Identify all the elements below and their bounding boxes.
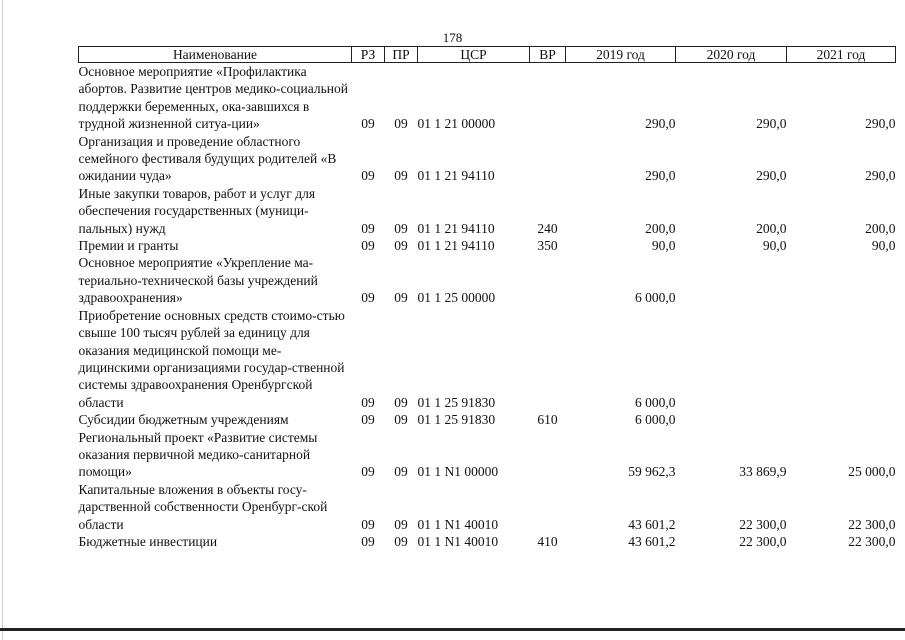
row-2020: [676, 411, 787, 428]
row-rz: 09: [361, 238, 375, 254]
row-csr: 01 1 21 94110: [417, 220, 495, 236]
row-2021: 22 300,0: [848, 533, 896, 549]
row-vr: 350: [537, 238, 558, 254]
row-2019: 90,0: [651, 238, 676, 254]
row-2020: 22 300,0: [739, 533, 787, 549]
header-2021: 2021 год: [787, 47, 896, 63]
row-csr: 01 1 N1 00000: [417, 464, 499, 480]
table-row: [79, 133, 896, 185]
row-2019: 290,0: [645, 168, 676, 184]
header-name: Наименование: [79, 47, 352, 63]
row-pr: 09: [394, 516, 408, 532]
row-2019: 290,0: [645, 116, 676, 132]
row-name: Региональный проект «Развитие системы оказания первичной медико-санитарной помощи»: [78, 429, 318, 480]
row-rz: 09: [361, 516, 375, 532]
header-2019: 2019 год: [566, 47, 676, 63]
row-2021: [787, 254, 896, 306]
row-vr: [530, 63, 566, 133]
row-2020: [676, 307, 787, 411]
row-name: Премии и гранты: [78, 238, 179, 254]
page-number: 178: [442, 30, 463, 45]
scan-edge: [2, 0, 3, 640]
row-rz: 09: [361, 168, 375, 184]
row-csr: 01 1 25 91830: [417, 394, 496, 410]
row-name: Основное мероприятие «Укрепление ма-териально-технической базы учреждений здравоохранения»: [78, 255, 318, 306]
row-name: Организация и проведение областного семейного фестиваля будущих родителей «В ожидании чуда»: [78, 133, 337, 184]
row-name: Бюджетные инвестиции: [78, 533, 218, 549]
row-rz: 09: [361, 464, 375, 480]
row-2020: 90,0: [762, 238, 787, 254]
table-row: [79, 254, 896, 306]
table-row: [79, 185, 896, 237]
row-vr: 240: [537, 220, 558, 236]
row-2020: 200,0: [756, 220, 787, 236]
row-2020: [676, 254, 787, 306]
header-2020: 2020 год: [676, 47, 787, 63]
row-vr: [530, 254, 566, 306]
row-2019: 43 601,2: [628, 533, 676, 549]
row-pr: 09: [394, 412, 408, 428]
row-2019: 43 601,2: [628, 516, 676, 532]
table-row: [79, 481, 896, 533]
row-name: Иные закупки товаров, работ и услуг для обеспечения государственных (муници-пальных) нужд: [78, 185, 316, 236]
table-row: [79, 411, 896, 428]
row-rz: 09: [361, 116, 375, 132]
row-2019: 200,0: [645, 220, 676, 236]
row-rz: 09: [361, 394, 375, 410]
row-2021: 200,0: [865, 220, 896, 236]
row-vr: [530, 133, 566, 185]
row-csr: 01 1 21 94110: [417, 238, 495, 254]
row-2019: 6 000,0: [635, 394, 676, 410]
row-pr: 09: [394, 116, 408, 132]
row-rz: 09: [361, 412, 375, 428]
row-name: Капитальные вложения в объекты госу-дарственной собственности Оренбург-ской области: [78, 481, 328, 532]
row-vr: [530, 481, 566, 533]
table-row: [79, 63, 896, 133]
row-2020: 290,0: [756, 116, 787, 132]
row-pr: 09: [394, 464, 408, 480]
budget-table: [78, 46, 896, 550]
row-pr: 09: [394, 394, 408, 410]
row-csr: 01 1 N1 40010: [417, 516, 499, 532]
row-vr: 610: [537, 412, 558, 428]
header-rz: РЗ: [352, 47, 385, 63]
row-pr: 09: [394, 168, 408, 184]
table-row: [79, 237, 896, 254]
row-csr: 01 1 25 00000: [417, 290, 496, 306]
row-rz: 09: [361, 290, 375, 306]
row-csr: 01 1 21 00000: [417, 116, 496, 132]
row-name: Основное мероприятие «Профилактика абортов. Развитие центров медико-социальной поддержки беременных, ока-завшихся в трудной жизненной ситуа-ции»: [78, 64, 348, 132]
row-csr: 01 1 21 94110: [417, 168, 495, 184]
row-pr: 09: [394, 290, 408, 306]
row-pr: 09: [394, 238, 408, 254]
row-name: Субсидии бюджетным учреждениям: [78, 412, 289, 428]
row-2021: 22 300,0: [848, 516, 896, 532]
row-csr: 01 1 N1 40010: [417, 533, 499, 549]
table-row: [79, 307, 896, 411]
row-rz: 09: [361, 533, 375, 549]
row-2019: 6 000,0: [635, 290, 676, 306]
row-vr: 410: [537, 533, 558, 549]
header-vr: ВР: [530, 47, 566, 63]
row-2021: 290,0: [865, 116, 896, 132]
row-2020: 22 300,0: [739, 516, 787, 532]
row-2020: 33 869,9: [739, 464, 787, 480]
table-row: [79, 429, 896, 481]
header-pr: ПР: [385, 47, 418, 63]
table-row: [79, 533, 896, 550]
row-2021: 90,0: [871, 238, 896, 254]
header-row: [79, 47, 896, 63]
row-vr: [530, 429, 566, 481]
row-pr: 09: [394, 533, 408, 549]
header-csr: ЦСР: [418, 47, 530, 63]
page-bottom-rule: [0, 628, 905, 631]
row-2019: 6 000,0: [635, 412, 676, 428]
row-2019: 59 962,3: [628, 464, 676, 480]
row-csr: 01 1 25 91830: [417, 412, 496, 428]
row-name: Приобретение основных средств стоимо-стью свыше 100 тысяч рублей за единицу для оказания медицинской помощи ме-дицинскими организациями государ-ственной системы здравоохранения Оренбургской области: [78, 307, 345, 410]
row-2021: [787, 307, 896, 411]
row-2020: 290,0: [756, 168, 787, 184]
row-2021: 290,0: [865, 168, 896, 184]
row-2021: 25 000,0: [848, 464, 896, 480]
row-2021: [787, 411, 896, 428]
row-vr: [530, 307, 566, 411]
row-rz: 09: [361, 220, 375, 236]
row-pr: 09: [394, 220, 408, 236]
